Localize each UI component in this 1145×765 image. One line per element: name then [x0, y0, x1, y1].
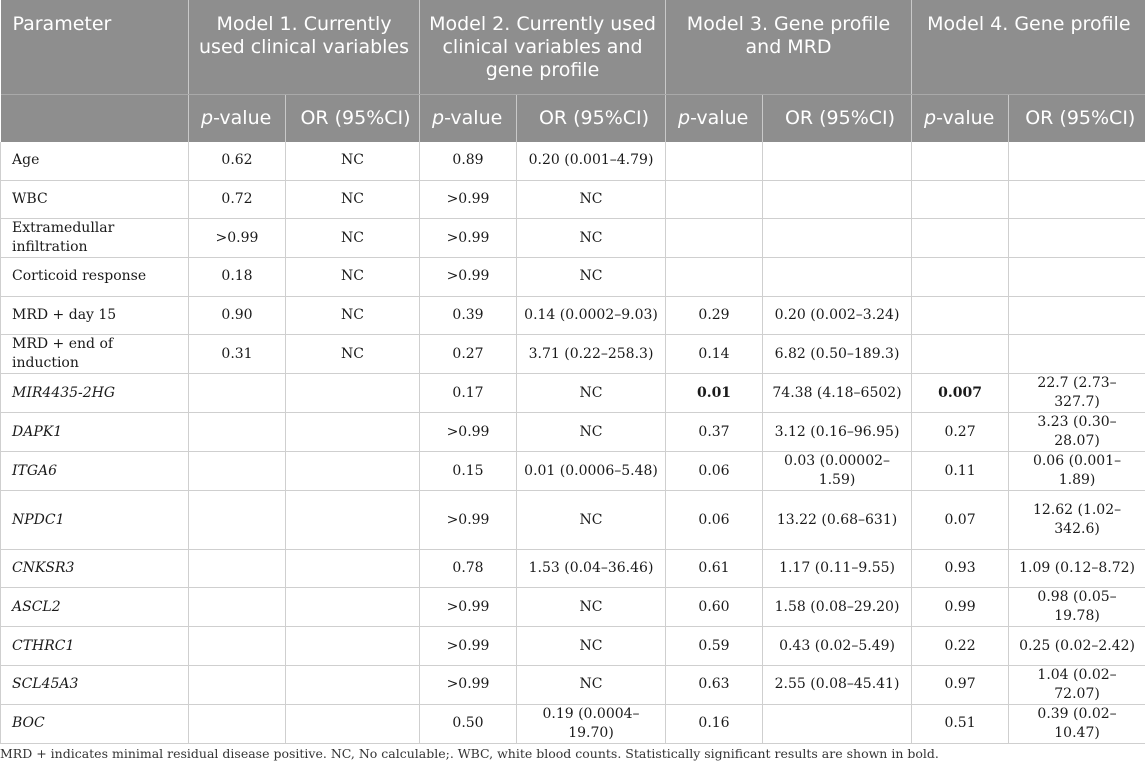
value-cell: NC: [517, 413, 666, 452]
value-cell: [763, 704, 912, 743]
value-cell: [912, 258, 1009, 296]
parameter-cell: NPDC1: [1, 491, 189, 550]
value-cell: NC: [286, 180, 420, 218]
value-cell: [286, 413, 420, 452]
value-cell: 12.62 (1.02–342.6): [1009, 491, 1145, 550]
value-cell: >0.99: [420, 219, 517, 258]
or-header: OR (95%CI): [286, 94, 420, 142]
value-cell: 0.07: [912, 491, 1009, 550]
value-cell: NC: [517, 374, 666, 413]
value-cell: [189, 452, 286, 491]
value-cell: 0.06: [666, 491, 763, 550]
value-cell: 2.55 (0.08–45.41): [763, 665, 912, 704]
value-cell: [763, 142, 912, 180]
model-3-header: Model 3. Gene profile and MRD: [666, 0, 912, 94]
value-cell: [912, 180, 1009, 218]
value-cell: 6.82 (0.50–189.3): [763, 335, 912, 374]
p-value-header: p-value: [666, 94, 763, 142]
table-row: [1, 335, 1145, 374]
value-cell: 0.19 (0.0004–19.70): [517, 704, 666, 743]
value-cell: NC: [517, 665, 666, 704]
significant-value-cell: 0.007: [912, 374, 1009, 413]
parameter-cell: MIR4435-2HG: [1, 374, 189, 413]
value-cell: 0.31: [189, 335, 286, 374]
value-cell: 1.53 (0.04–36.46): [517, 550, 666, 588]
value-cell: [286, 491, 420, 550]
parameter-cell: Extramedullar infiltration: [1, 219, 189, 258]
value-cell: [189, 491, 286, 550]
value-cell: 0.20 (0.001–4.79): [517, 142, 666, 180]
value-cell: 0.27: [420, 335, 517, 374]
value-cell: [189, 704, 286, 743]
value-cell: 74.38 (4.18–6502): [763, 374, 912, 413]
value-cell: [1009, 142, 1145, 180]
value-cell: 1.17 (0.11–9.55): [763, 550, 912, 588]
parameter-cell: WBC: [1, 180, 189, 218]
value-cell: 0.62: [189, 142, 286, 180]
parameter-cell: ITGA6: [1, 452, 189, 491]
value-cell: 1.04 (0.02–72.07): [1009, 665, 1145, 704]
value-cell: 1.58 (0.08–29.20): [763, 588, 912, 627]
value-cell: NC: [286, 335, 420, 374]
parameter-cell: ASCL2: [1, 588, 189, 627]
value-cell: 0.60: [666, 588, 763, 627]
value-cell: [286, 665, 420, 704]
value-cell: NC: [517, 258, 666, 296]
value-cell: 0.39: [420, 296, 517, 334]
parameter-cell: BOC: [1, 704, 189, 743]
table-row: [1, 452, 1145, 491]
value-cell: [286, 627, 420, 665]
value-cell: 0.98 (0.05–19.78): [1009, 588, 1145, 627]
table-footnote: MRD + indicates minimal residual disease positive. NC, No calculable;. WBC, white blood counts. Statistically significant results are shown in bold.: [0, 746, 939, 761]
parameter-cell: Age: [1, 142, 189, 180]
value-cell: 0.72: [189, 180, 286, 218]
value-cell: NC: [517, 219, 666, 258]
value-cell: 0.59: [666, 627, 763, 665]
parameter-cell: MRD + end of induction: [1, 335, 189, 374]
value-cell: >0.99: [420, 258, 517, 296]
value-cell: [912, 219, 1009, 258]
value-cell: [1009, 296, 1145, 334]
value-cell: 0.78: [420, 550, 517, 588]
value-cell: [189, 627, 286, 665]
value-cell: >0.99: [420, 413, 517, 452]
parameter-cell: SCL45A3: [1, 665, 189, 704]
value-cell: 0.51: [912, 704, 1009, 743]
value-cell: 0.06: [666, 452, 763, 491]
value-cell: NC: [517, 627, 666, 665]
value-cell: >0.99: [420, 627, 517, 665]
p-value-header: p-value: [912, 94, 1009, 142]
value-cell: >0.99: [420, 180, 517, 218]
header-row-subcolumns: [1, 94, 1145, 142]
parameter-cell: DAPK1: [1, 413, 189, 452]
value-cell: 0.37: [666, 413, 763, 452]
p-value-header: p-value: [189, 94, 286, 142]
value-cell: [1009, 335, 1145, 374]
value-cell: 0.27: [912, 413, 1009, 452]
value-cell: NC: [517, 588, 666, 627]
value-cell: 0.61: [666, 550, 763, 588]
value-cell: 0.01 (0.0006–5.48): [517, 452, 666, 491]
value-cell: 0.06 (0.001–1.89): [1009, 452, 1145, 491]
value-cell: 0.15: [420, 452, 517, 491]
value-cell: [189, 550, 286, 588]
parameter-cell: MRD + day 15: [1, 296, 189, 334]
value-cell: [1009, 180, 1145, 218]
value-cell: [912, 296, 1009, 334]
value-cell: 0.16: [666, 704, 763, 743]
value-cell: [189, 588, 286, 627]
value-cell: >0.99: [189, 219, 286, 258]
value-cell: [286, 704, 420, 743]
value-cell: [189, 374, 286, 413]
table-row: [1, 665, 1145, 704]
value-cell: NC: [286, 258, 420, 296]
value-cell: 0.14: [666, 335, 763, 374]
value-cell: 0.39 (0.02–10.47): [1009, 704, 1145, 743]
value-cell: [189, 665, 286, 704]
value-cell: 0.22: [912, 627, 1009, 665]
value-cell: 0.97: [912, 665, 1009, 704]
value-cell: NC: [286, 296, 420, 334]
value-cell: >0.99: [420, 665, 517, 704]
value-cell: [286, 374, 420, 413]
value-cell: 0.29: [666, 296, 763, 334]
table-row: [1, 142, 1145, 180]
model-4-header: Model 4. Gene profile: [912, 0, 1145, 94]
value-cell: [286, 588, 420, 627]
value-cell: [666, 258, 763, 296]
value-cell: 0.93: [912, 550, 1009, 588]
or-header: OR (95%CI): [763, 94, 912, 142]
table-row: [1, 627, 1145, 665]
parameter-header: Parameter: [1, 0, 189, 94]
value-cell: NC: [286, 142, 420, 180]
value-cell: [763, 219, 912, 258]
parameter-header-spacer: [1, 94, 189, 142]
table-row: [1, 180, 1145, 218]
value-cell: 0.14 (0.0002–9.03): [517, 296, 666, 334]
value-cell: 0.11: [912, 452, 1009, 491]
value-cell: [912, 142, 1009, 180]
value-cell: 3.23 (0.30–28.07): [1009, 413, 1145, 452]
table-row: [1, 258, 1145, 296]
value-cell: 0.20 (0.002–3.24): [763, 296, 912, 334]
value-cell: [912, 335, 1009, 374]
value-cell: >0.99: [420, 491, 517, 550]
or-header: OR (95%CI): [517, 94, 666, 142]
parameter-cell: CTHRC1: [1, 627, 189, 665]
table-row: [1, 296, 1145, 334]
value-cell: 3.12 (0.16–96.95): [763, 413, 912, 452]
value-cell: [189, 413, 286, 452]
header-row-models: [1, 0, 1145, 94]
value-cell: 0.17: [420, 374, 517, 413]
value-cell: 0.43 (0.02–5.49): [763, 627, 912, 665]
model-1-header: Model 1. Currently used clinical variables: [189, 0, 420, 94]
value-cell: 0.63: [666, 665, 763, 704]
value-cell: [1009, 258, 1145, 296]
value-cell: 0.89: [420, 142, 517, 180]
value-cell: [666, 180, 763, 218]
table-row: [1, 704, 1145, 743]
table-row: [1, 550, 1145, 588]
value-cell: 0.99: [912, 588, 1009, 627]
table-row: [1, 588, 1145, 627]
parameter-cell: Corticoid response: [1, 258, 189, 296]
value-cell: NC: [517, 491, 666, 550]
table-row: [1, 374, 1145, 413]
value-cell: [1009, 219, 1145, 258]
value-cell: [763, 258, 912, 296]
table-row: [1, 219, 1145, 258]
or-header: OR (95%CI): [1009, 94, 1145, 142]
value-cell: 0.50: [420, 704, 517, 743]
value-cell: 22.7 (2.73–327.7): [1009, 374, 1145, 413]
value-cell: [666, 142, 763, 180]
value-cell: 0.90: [189, 296, 286, 334]
value-cell: [286, 550, 420, 588]
p-value-header: p-value: [420, 94, 517, 142]
value-cell: 1.09 (0.12–8.72): [1009, 550, 1145, 588]
value-cell: 13.22 (0.68–631): [763, 491, 912, 550]
value-cell: 0.03 (0.00002–1.59): [763, 452, 912, 491]
table-row: [1, 491, 1145, 550]
value-cell: NC: [517, 180, 666, 218]
value-cell: >0.99: [420, 588, 517, 627]
value-cell: [666, 219, 763, 258]
value-cell: [286, 452, 420, 491]
table-row: [1, 413, 1145, 452]
model-2-header: Model 2. Currently used clinical variables and gene profile: [420, 0, 666, 94]
value-cell: NC: [286, 219, 420, 258]
value-cell: [763, 180, 912, 218]
parameter-cell: CNKSR3: [1, 550, 189, 588]
significant-value-cell: 0.01: [666, 374, 763, 413]
value-cell: 0.25 (0.02–2.42): [1009, 627, 1145, 665]
value-cell: 0.18: [189, 258, 286, 296]
value-cell: 3.71 (0.22–258.3): [517, 335, 666, 374]
